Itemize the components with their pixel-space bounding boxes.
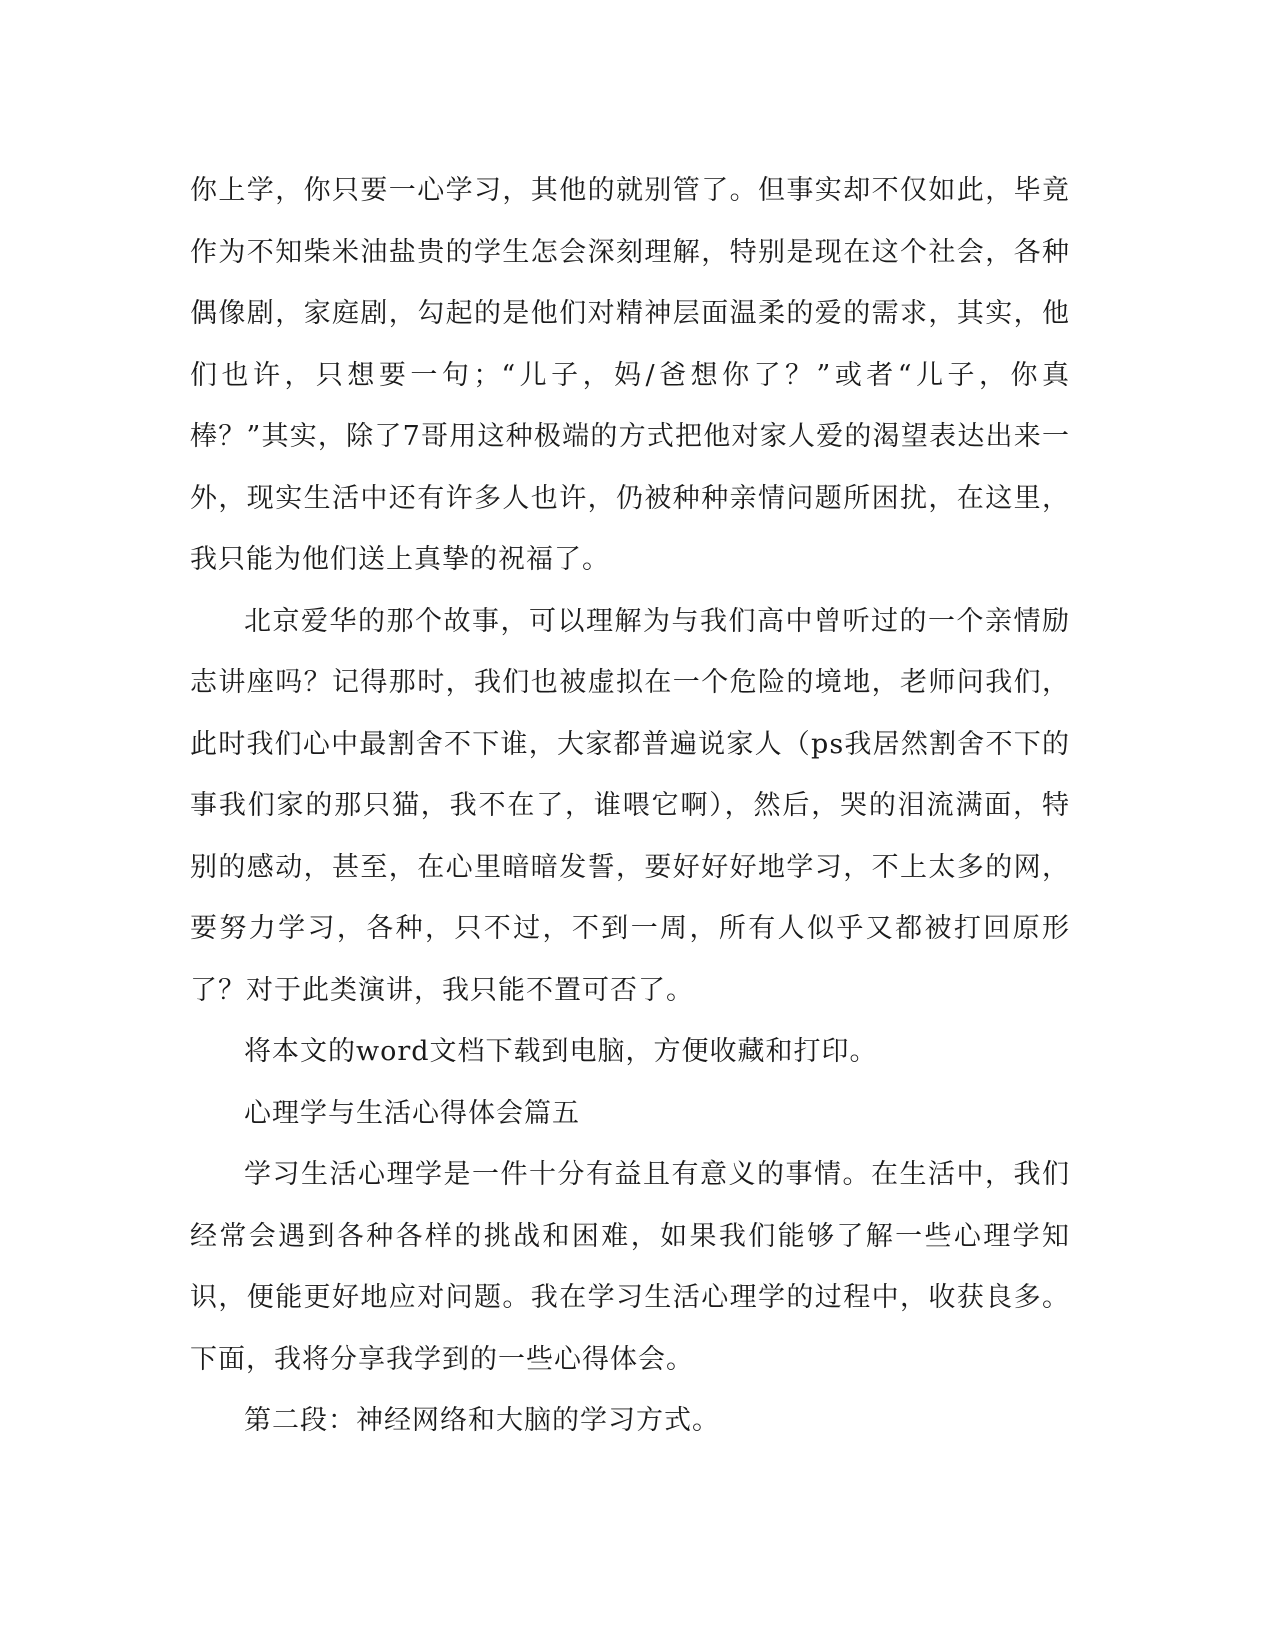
paragraph-1: 你上学，你只要一心学习，其他的就别管了。但事实却不仅如此，毕竟作为不知柴米油盐贵的学生怎会深刻理解，特别是现在这个社会，各种偶像剧，家庭剧，勾起的是他们对精神层面温柔的爱的需求，其实，他们也许，只想要一句；“儿子，妈/爸想你了？”或者“儿子，你真棒？”其实，除了7哥用这种极端的方式把他对家人爱的渴望表达出来一外，现实生活中还有许多人也许，仍被种种亲情问题所困扰，在这里，我只能为他们送上真挚的祝福了。 <box>190 175 1070 575</box>
paragraph-4: 第二段：神经网络和大脑的学习方式。 <box>244 1405 720 1436</box>
section-heading: 心理学与生活心得体会篇五 <box>244 1097 580 1129</box>
paragraph-2: 北京爱华的那个故事，可以理解为与我们高中曾听过的一个亲情励志讲座吗？记得那时，我们也被虚拟在一个危险的境地，老师问我们，此时我们心中最割舍不下谁，大家都普遍说家人（ps我居然割舍不下的事我们家的那只猫，我不在了，谁喂它啊），然后，哭的泪流满面，特别的感动，甚至，在心里暗暗发誓，要好好好地学习，不上太多的网，要努力学习，各种，只不过，不到一周，所有人似乎又都被打回原形了？对于此类演讲，我只能不置可否了。 <box>190 605 1070 1006</box>
paragraph-download-note: 将本文的word文档下载到电脑，方便收藏和打印。 <box>244 1036 878 1067</box>
paragraph-3: 学习生活心理学是一件十分有益且有意义的事情。在生活中，我们经常会遇到各种各样的挑战和困难，如果我们能够了解一些心理学知识，便能更好地应对问题。我在学习生活心理学的过程中，收获良多。下面，我将分享我学到的一些心得体会。 <box>190 1159 1070 1375</box>
document-body <box>190 160 1070 1452</box>
